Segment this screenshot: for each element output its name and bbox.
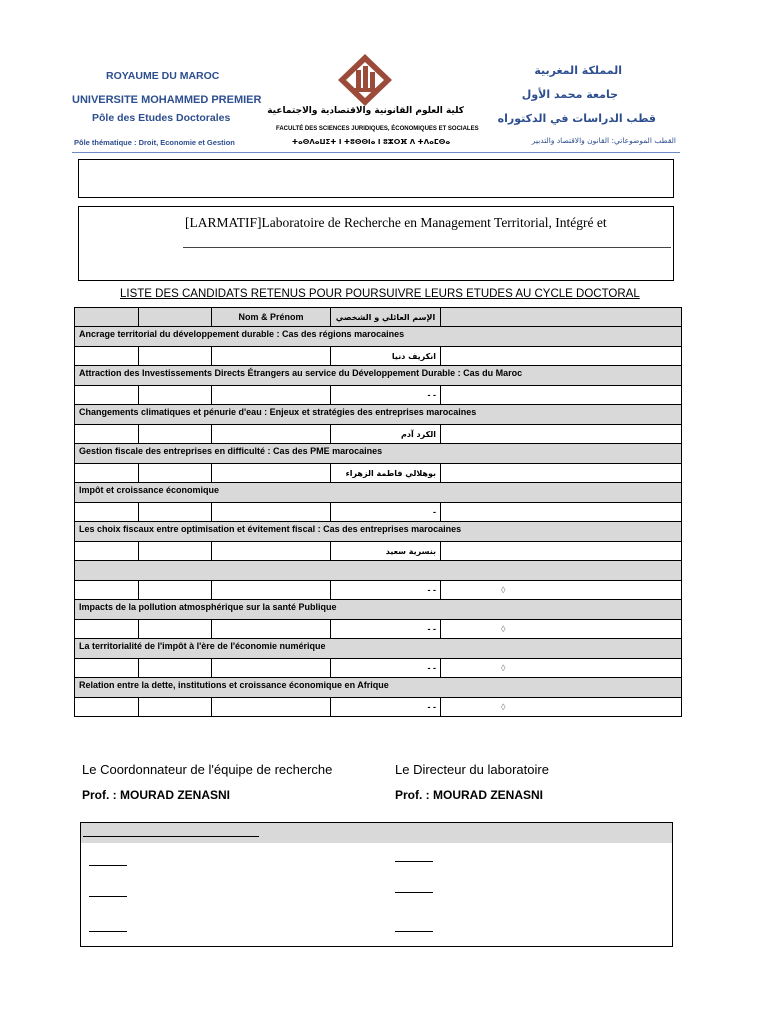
faculty-name-tifinagh: ⵜⴰⵙⴷⴰⵡⵉⵜ ⵏ ⵜⵓⵙⵙⵏⴰ ⵏ ⵓⵣⵔⴼ ⴷ ⵜⴷⴰⵎⵙⴰ [291, 138, 451, 146]
bottom-box-header-line [83, 836, 259, 837]
theme-title: Gestion fiscale des entreprises en difficulté : Cas des PME marocaines [75, 444, 682, 464]
coordinator-role: Le Coordonnateur de l'équipe de recherche [82, 762, 333, 777]
cell-name-ar: الكرد آدم [331, 425, 441, 444]
director-role: Le Directeur du laboratoire [395, 762, 549, 777]
cell-1 [75, 542, 139, 561]
header-left-line3: Pôle des Etudes Doctorales [92, 112, 231, 124]
cell-name-ar: - - [331, 581, 441, 600]
cell-name-ar: بنسرية سعيد [331, 542, 441, 561]
cell-name [212, 659, 331, 678]
candidate-row [75, 347, 682, 366]
list-title: LISTE DES CANDIDATS RETENUS POUR POURSUIVRE LEURS ETUDES AU CYCLE DOCTORAL [120, 288, 640, 300]
cell-name [212, 503, 331, 522]
header-right-line3: قطب الدراسات في الدكتوراه [497, 112, 656, 125]
cell-1 [75, 425, 139, 444]
header-right-line2: جامعة محمد الأول [521, 88, 618, 101]
cell-name-ar: - - [331, 620, 441, 639]
theme-row [75, 678, 682, 698]
header-cell-1 [75, 308, 139, 327]
cell-name [212, 464, 331, 483]
cell-5 [441, 425, 682, 444]
candidate-row [75, 542, 682, 561]
university-logo-icon [336, 52, 394, 108]
cell-5: ◊ [441, 659, 682, 678]
theme-title: Changements climatiques et pénurie d'eau : Enjeux et stratégies des entreprises marocaines [75, 405, 682, 425]
theme-title: La territorialité de l'impôt à l'ère de l'économie numérique [75, 639, 682, 659]
lab-title: [LARMATIF]Laboratoire de Recherche en Management Territorial, Intégré et [185, 215, 607, 230]
theme-title: Impacts de la pollution atmosphérique sur la santé Publique [75, 600, 682, 620]
theme-row [75, 444, 682, 464]
cell-name-ar: - [331, 503, 441, 522]
theme-title: Impôt et croissance économique [75, 483, 682, 503]
cell-2 [139, 659, 212, 678]
header-divider [72, 152, 680, 153]
candidate-row [75, 503, 682, 522]
cell-5: ◊ [441, 698, 682, 717]
table-header-row [75, 308, 682, 327]
header-cell-name: Nom & Prénom [212, 308, 331, 327]
header-left-line2: UNIVERSITE MOHAMMED PREMIER [72, 94, 262, 106]
bottom-box-header [81, 823, 672, 843]
blank-line-right-2 [395, 892, 433, 893]
cell-name [212, 620, 331, 639]
cell-name [212, 581, 331, 600]
cell-1 [75, 581, 139, 600]
cell-2 [139, 581, 212, 600]
cell-5 [441, 503, 682, 522]
cell-1 [75, 503, 139, 522]
header-right-line4: القطب الموضوعاتي: القانون والاقتصاد والتدبير [531, 136, 676, 145]
cell-name [212, 542, 331, 561]
cell-name-ar: - - [331, 698, 441, 717]
candidate-row [75, 659, 682, 678]
lab-title-underline [183, 247, 671, 248]
candidate-row [75, 581, 682, 600]
cell-1 [75, 698, 139, 717]
bottom-box [80, 822, 673, 947]
theme-title: Les choix fiscaux entre optimisation et évitement fiscal : Cas des entreprises marocaines [75, 522, 682, 542]
header-left-line4: Pôle thématique : Droit, Economie et Gestion [74, 138, 235, 147]
header-cell-5 [441, 308, 682, 327]
candidate-row [75, 620, 682, 639]
cell-2 [139, 542, 212, 561]
faculty-name-ar: كلية العلوم القانونية والاقتصادية والاجتماعية [267, 106, 464, 116]
cell-name-ar: انكريف دنيا [331, 347, 441, 366]
theme-title [75, 561, 682, 581]
theme-row [75, 639, 682, 659]
candidate-row [75, 698, 682, 717]
blank-line-right-1 [395, 861, 433, 862]
cell-2 [139, 503, 212, 522]
cell-5 [441, 347, 682, 366]
theme-row [75, 366, 682, 386]
cell-name-ar: بوهلالي فاطمة الزهراء [331, 464, 441, 483]
cell-1 [75, 464, 139, 483]
cell-5: ◊ [441, 620, 682, 639]
cell-5 [441, 542, 682, 561]
theme-title: Ancrage territorial du développement durable : Cas des régions marocaines [75, 327, 682, 347]
cell-1 [75, 659, 139, 678]
cell-5 [441, 386, 682, 405]
cell-name-ar: - - [331, 386, 441, 405]
candidates-table [74, 307, 682, 717]
faculty-name-fr: FACULTÉ DES SCIENCES JURIDIQUES, ÉCONOMIQUES ET SOCIALES [276, 126, 479, 132]
theme-title: Attraction des Investissements Directs Étrangers au service du Développement Durable : Cas du Maroc [75, 366, 682, 386]
theme-title: Relation entre la dette, institutions et croissance économique en Afrique [75, 678, 682, 698]
coordinator-name: Prof. : MOURAD ZENASNI [82, 788, 230, 802]
blank-line-left-2 [89, 896, 127, 897]
cell-2 [139, 425, 212, 444]
blank-line-left-3 [89, 931, 127, 932]
director-name: Prof. : MOURAD ZENASNI [395, 788, 543, 802]
cell-1 [75, 386, 139, 405]
blank-line-right-3 [395, 931, 433, 932]
cell-2 [139, 386, 212, 405]
cell-2 [139, 698, 212, 717]
theme-row [75, 600, 682, 620]
theme-row [75, 483, 682, 503]
theme-row [75, 522, 682, 542]
cell-5: ◊ [441, 581, 682, 600]
header-cell-2 [139, 308, 212, 327]
header-left-line1: ROYAUME DU MAROC [106, 70, 220, 82]
cell-2 [139, 620, 212, 639]
cell-2 [139, 347, 212, 366]
theme-row [75, 561, 682, 581]
cell-name [212, 386, 331, 405]
candidate-row [75, 425, 682, 444]
theme-row [75, 327, 682, 347]
blank-line-left-1 [89, 865, 127, 866]
cell-1 [75, 347, 139, 366]
cell-name [212, 347, 331, 366]
candidate-row [75, 464, 682, 483]
cell-1 [75, 620, 139, 639]
header-right-line1: المملكة المغربية [534, 64, 622, 77]
lab-box [78, 206, 674, 281]
empty-header-box [78, 159, 674, 198]
cell-name [212, 425, 331, 444]
cell-2 [139, 464, 212, 483]
theme-row [75, 405, 682, 425]
cell-name-ar: - - [331, 659, 441, 678]
cell-5 [441, 464, 682, 483]
cell-name [212, 698, 331, 717]
candidate-row [75, 386, 682, 405]
header-cell-name-ar: الإسم العائلي و الشخصي [331, 308, 441, 327]
